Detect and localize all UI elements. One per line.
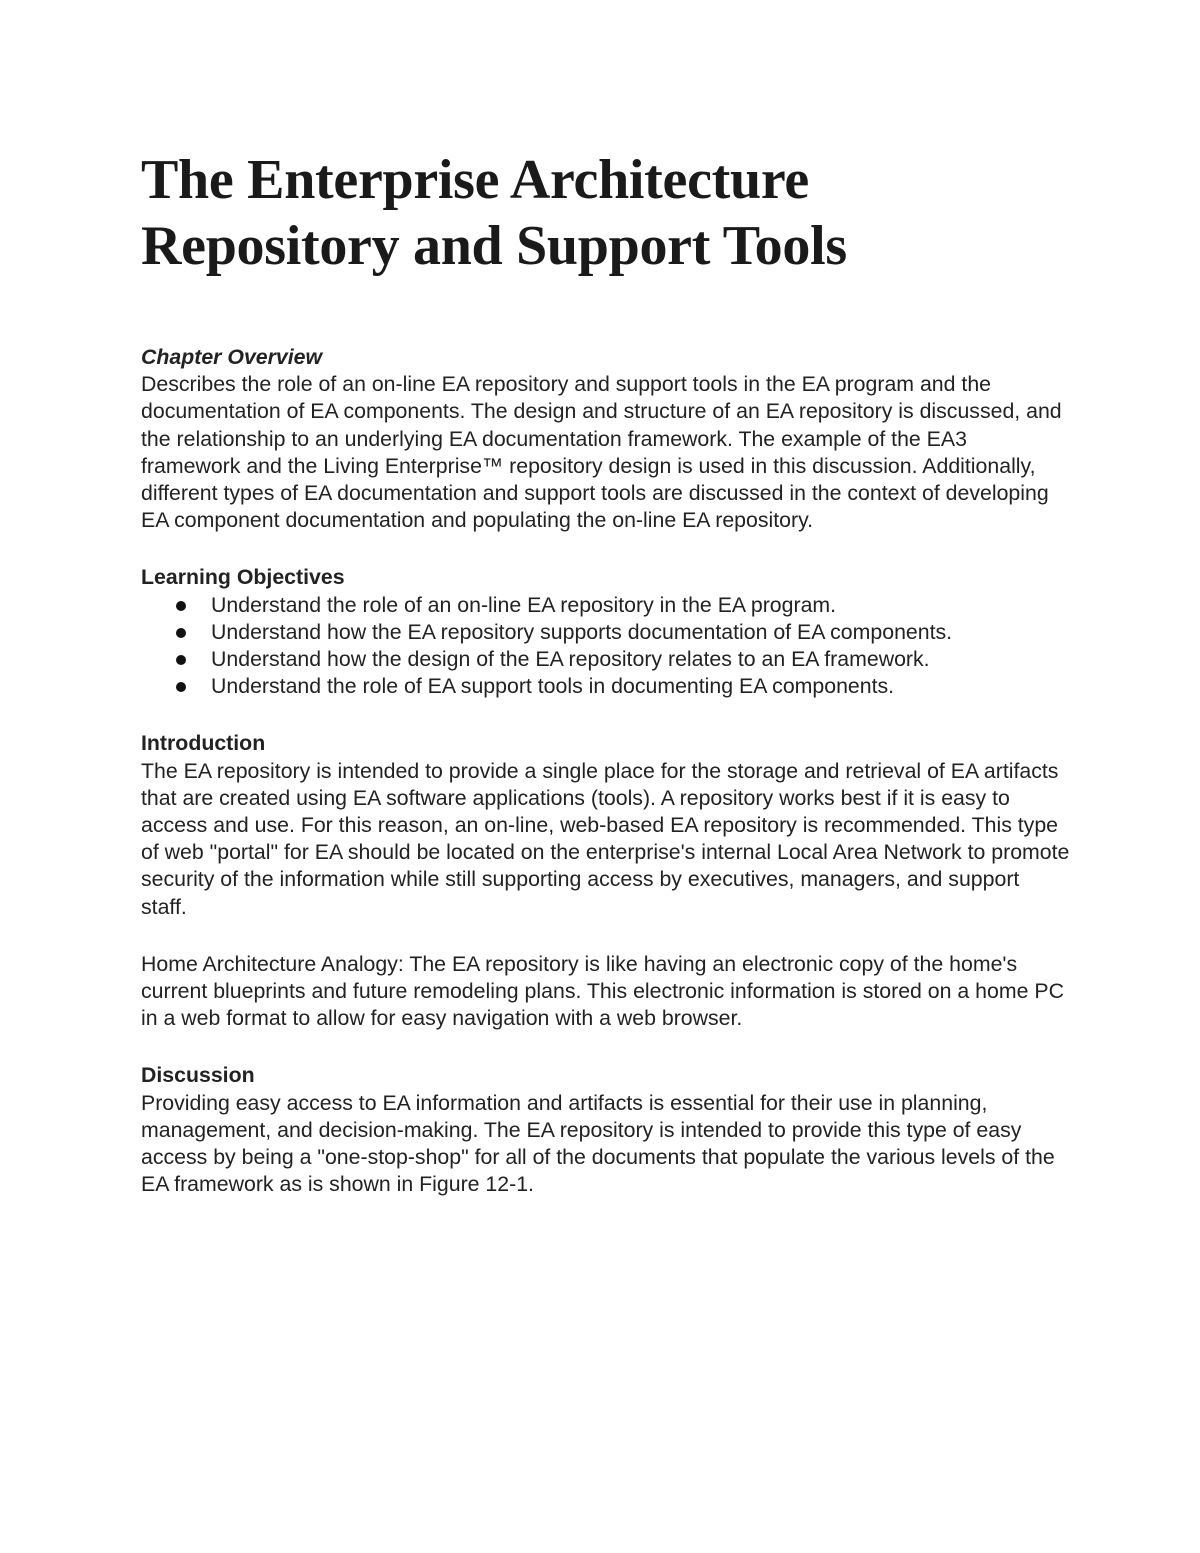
- title-line-2: Repository and Support Tools: [141, 215, 847, 277]
- learning-objectives-section: [141, 564, 1071, 700]
- bullet-icon: [176, 628, 186, 638]
- document-body: [141, 147, 1071, 1198]
- learning-objectives-heading: Learning Objectives: [141, 565, 345, 590]
- list-item: [141, 619, 1071, 646]
- analogy-text: Home Architecture Analogy: The EA repository is like having an electronic copy of the home's current blueprints and future remodeling plans. This electronic information is stored on a home PC in a web format to allow for easy navigation with a web browser.: [141, 951, 1064, 1031]
- list-item-text: Understand how the design of the EA repository relates to an EA framework.: [211, 647, 930, 672]
- list-item: [141, 592, 1071, 619]
- bullet-icon: [176, 682, 186, 692]
- learning-objectives-list: [141, 592, 1071, 701]
- bullet-icon: [176, 655, 186, 665]
- chapter-overview-heading: Chapter Overview: [141, 345, 323, 369]
- chapter-overview-section: [141, 344, 1071, 534]
- list-item-text: Understand the role of an on-line EA repository in the EA program.: [211, 592, 837, 617]
- introduction-text: The EA repository is intended to provide a single place for the storage and retrieval of EA artifacts that are created using EA software applications (tools). A repository works best if it is easy to access and use. For this reason, an on-line, web-based EA repository is recommended. This type of web "portal" for EA should be located on the enterprise's internal Local Area Network to promote security of the information while still supporting access by executives, managers, and support staff.: [141, 758, 1070, 919]
- introduction-section: [141, 730, 1071, 920]
- chapter-overview-text: Describes the role of an on-line EA repository and support tools in the EA program and the documentation of EA components. The design and structure of an EA repository is discussed, and the relationship to an underlying EA documentation framework. The example of the EA3 framework and the Living Enterprise™ repository design is used in this discussion. Additionally, different types of EA documentation and support tools are discussed in the context of developing EA component documentation and populating the on-line EA repository.: [141, 372, 1062, 533]
- discussion-heading: Discussion: [141, 1063, 255, 1088]
- document-title: [141, 147, 1071, 279]
- list-item: [141, 673, 1071, 700]
- title-line-1: The Enterprise Architecture: [141, 149, 809, 211]
- discussion-text: Providing easy access to EA information and artifacts is essential for their use in planning, management, and decision-making. The EA repository is intended to provide this type of easy access by being a "one-stop-shop" for all of the documents that populate the various levels of the EA framework as is shown in Figure 12-1.: [141, 1090, 1055, 1197]
- list-item-text: Understand the role of EA support tools in documenting EA components.: [211, 674, 895, 699]
- introduction-heading: Introduction: [141, 731, 266, 756]
- list-item: [141, 646, 1071, 673]
- discussion-section: [141, 1062, 1071, 1198]
- bullet-icon: [176, 601, 186, 611]
- analogy-section: [141, 951, 1071, 1033]
- list-item-text: Understand how the EA repository supports documentation of EA components.: [211, 619, 953, 644]
